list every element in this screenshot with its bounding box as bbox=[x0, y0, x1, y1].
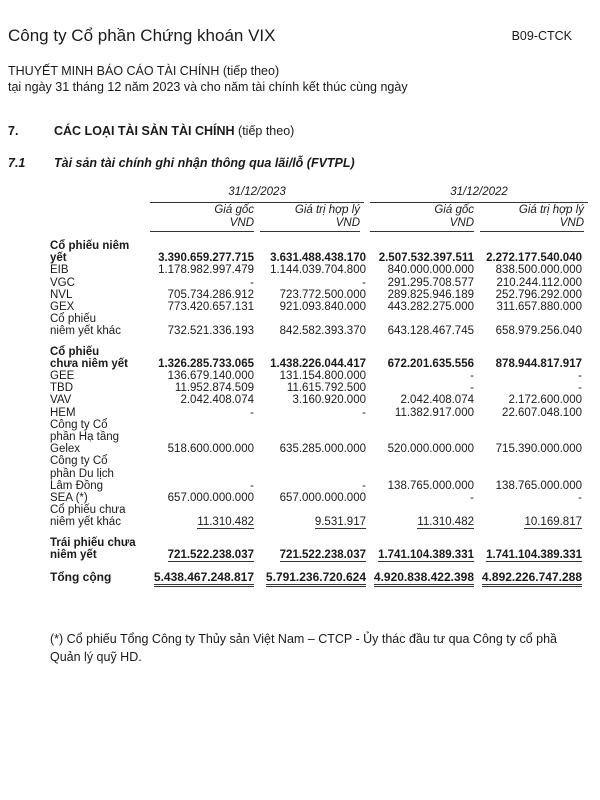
section-heading bbox=[8, 124, 294, 138]
cell-value bbox=[150, 277, 258, 289]
row-label: niêm yết khác bbox=[50, 325, 121, 338]
subsection-heading bbox=[8, 156, 355, 170]
cell-value bbox=[150, 455, 258, 467]
cell-value bbox=[258, 431, 370, 443]
cell-value bbox=[370, 561, 478, 569]
cell-text: 1.326.285.733.065 bbox=[158, 357, 254, 370]
cell-value bbox=[150, 504, 258, 516]
row-label: Cổ phiếu niêm bbox=[50, 240, 130, 252]
cell-value bbox=[150, 346, 258, 358]
cell-text: 289.825.946.189 bbox=[387, 288, 474, 301]
cell-value bbox=[150, 492, 258, 504]
row-label: Gelex bbox=[50, 443, 81, 456]
cell-text: 11.382.917.000 bbox=[394, 406, 474, 419]
row-label bbox=[50, 338, 150, 346]
row-label: Trái phiếu chưa bbox=[50, 536, 136, 549]
cell-value bbox=[370, 529, 478, 537]
cell-value bbox=[150, 382, 258, 394]
row-label: EIB bbox=[50, 264, 69, 277]
cell-text: 657.000.000.000 bbox=[279, 492, 366, 505]
cell-text: - bbox=[362, 406, 366, 419]
table-row bbox=[50, 549, 590, 561]
cell-text: - bbox=[578, 382, 582, 395]
cell-value bbox=[478, 419, 586, 431]
column-header bbox=[150, 204, 258, 232]
cell-value bbox=[478, 561, 586, 569]
cell-text: 840.000.000.000 bbox=[387, 264, 474, 277]
row-label: GEX bbox=[50, 301, 75, 314]
row-label: TBD bbox=[50, 382, 73, 395]
cell-text: 136.679.140.000 bbox=[167, 370, 254, 383]
cell-text: 1.438.226.044.417 bbox=[270, 357, 366, 370]
cell-value bbox=[370, 301, 478, 313]
column-header-unit: VND bbox=[260, 217, 360, 232]
subsection-number: 7.1 bbox=[8, 156, 26, 170]
cell-text: 11.310.482 bbox=[417, 516, 474, 529]
cell-value bbox=[150, 549, 258, 561]
table-row bbox=[50, 264, 590, 276]
cell-value bbox=[150, 407, 258, 419]
cell-value bbox=[478, 492, 586, 504]
table-row bbox=[50, 382, 590, 394]
row-label: phần Hạ tầng bbox=[50, 431, 120, 444]
cell-text: 2.172.600.000 bbox=[508, 394, 582, 407]
cell-text: 518.600.000.000 bbox=[167, 443, 254, 456]
row-label: NVL bbox=[50, 288, 73, 301]
cell-value bbox=[258, 240, 370, 252]
cell-value bbox=[478, 569, 586, 585]
table-row bbox=[50, 277, 590, 289]
cell-text: 3.160.920.000 bbox=[292, 394, 366, 407]
cell-value bbox=[370, 549, 478, 561]
cell-value bbox=[478, 277, 586, 289]
column-header-label: Giá trị hợp lý bbox=[294, 204, 360, 216]
cell-value bbox=[478, 455, 586, 467]
column-header bbox=[480, 204, 588, 232]
table-row bbox=[50, 301, 590, 313]
section-title-suffix: (tiếp theo) bbox=[234, 124, 295, 138]
cell-text: 878.944.817.917 bbox=[495, 357, 582, 370]
cell-value bbox=[258, 569, 370, 585]
cell-value bbox=[258, 504, 370, 516]
cell-text: 2.507.532.397.511 bbox=[378, 252, 474, 265]
column-header-unit: VND bbox=[370, 217, 474, 232]
footnote-line-1: (*) Cổ phiếu Tổng Công ty Thủy sản Việt Nam – CTCP - Ủy thác đầu tư qua Công ty cổ phầ bbox=[50, 632, 558, 646]
table-row bbox=[50, 252, 590, 264]
table-row bbox=[50, 480, 590, 492]
cell-text: 520.000.000.000 bbox=[387, 443, 474, 456]
cell-value bbox=[258, 549, 370, 561]
cell-text: 9.531.917 bbox=[314, 516, 366, 529]
row-label: HEM bbox=[50, 406, 76, 419]
cell-value bbox=[258, 455, 370, 467]
column-header-label: Giá gốc bbox=[434, 204, 474, 216]
cell-value bbox=[478, 313, 586, 325]
cell-text: 1.741.104.389.331 bbox=[486, 548, 582, 561]
cell-text: 5.791.236.720.624 bbox=[266, 570, 366, 587]
table-body bbox=[50, 240, 590, 585]
cell-value bbox=[150, 301, 258, 313]
cell-value bbox=[150, 325, 258, 337]
cell-value bbox=[370, 338, 478, 346]
cell-text: 2.042.408.074 bbox=[180, 394, 254, 407]
cell-text: 11.952.874.509 bbox=[174, 382, 254, 395]
table-row bbox=[50, 561, 590, 569]
table-row bbox=[50, 394, 590, 406]
table-row bbox=[50, 468, 590, 480]
cell-value bbox=[150, 480, 258, 492]
cell-value bbox=[150, 419, 258, 431]
cell-value bbox=[370, 407, 478, 419]
row-label bbox=[50, 529, 150, 537]
cell-text: 838.500.000.000 bbox=[495, 264, 582, 277]
report-title-main: THUYẾT MINH BÁO CÁO TÀI CHÍNH bbox=[8, 64, 220, 78]
table-row bbox=[50, 419, 590, 431]
table-row bbox=[50, 240, 590, 252]
cell-value bbox=[370, 569, 478, 585]
row-label: chưa niêm yết bbox=[50, 357, 128, 370]
cell-text: 131.154.800.000 bbox=[279, 370, 366, 383]
cell-value bbox=[258, 480, 370, 492]
table-row bbox=[50, 431, 590, 443]
table-row bbox=[50, 338, 590, 346]
cell-value bbox=[258, 358, 370, 370]
cell-value bbox=[370, 480, 478, 492]
cell-value bbox=[150, 264, 258, 276]
cell-value bbox=[258, 529, 370, 537]
cell-value bbox=[370, 537, 478, 549]
cell-text: - bbox=[578, 492, 582, 505]
cell-text: - bbox=[250, 276, 254, 289]
cell-value bbox=[370, 394, 478, 406]
cell-text: 210.244.112.000 bbox=[496, 276, 582, 289]
cell-value bbox=[258, 313, 370, 325]
cell-value bbox=[258, 301, 370, 313]
cell-value bbox=[478, 240, 586, 252]
cell-text: 773.420.657.131 bbox=[167, 301, 254, 314]
cell-text: 1.741.104.389.331 bbox=[378, 548, 474, 561]
cell-value bbox=[150, 370, 258, 382]
cell-text: 1.178.982.997.479 bbox=[158, 264, 254, 277]
row-label: Tổng cộng bbox=[50, 570, 112, 585]
report-period: tại ngày 31 tháng 12 năm 2023 và cho năm tài chính kết thúc cùng ngày bbox=[8, 80, 408, 94]
row-label: VGC bbox=[50, 276, 75, 289]
cell-text: 721.522.238.037 bbox=[167, 548, 254, 561]
cell-value bbox=[478, 264, 586, 276]
row-label: VAV bbox=[50, 394, 72, 407]
cell-value bbox=[150, 338, 258, 346]
table-row bbox=[50, 325, 590, 337]
cell-value bbox=[150, 529, 258, 537]
cell-value bbox=[370, 492, 478, 504]
cell-text: 3.631.488.438.170 bbox=[270, 252, 366, 265]
cell-text: 11.310.482 bbox=[197, 516, 254, 529]
report-title-suffix: (tiếp theo) bbox=[219, 64, 280, 78]
cell-text: - bbox=[250, 406, 254, 419]
cell-value bbox=[478, 504, 586, 516]
cell-value bbox=[370, 264, 478, 276]
cell-value bbox=[478, 407, 586, 419]
cell-text: - bbox=[362, 479, 366, 492]
row-label: yết bbox=[50, 252, 67, 265]
table-row bbox=[50, 443, 590, 455]
cell-value bbox=[478, 358, 586, 370]
cell-text: 643.128.467.745 bbox=[387, 325, 474, 338]
cell-value bbox=[370, 504, 478, 516]
cell-value bbox=[150, 394, 258, 406]
table-row bbox=[50, 370, 590, 382]
column-header-label: Giá gốc bbox=[214, 204, 254, 216]
row-label: Cổ phiếu chưa bbox=[50, 504, 126, 517]
column-header bbox=[370, 204, 478, 232]
cell-value bbox=[478, 325, 586, 337]
column-header-unit: VND bbox=[480, 217, 584, 232]
section-title: CÁC LOẠI TÀI SẢN TÀI CHÍNH bbox=[54, 124, 235, 138]
table-row bbox=[50, 455, 590, 467]
table-row bbox=[50, 492, 590, 504]
cell-value bbox=[370, 443, 478, 455]
cell-text: - bbox=[470, 492, 474, 505]
group-header-2023: 31/12/2023 bbox=[150, 180, 364, 203]
cell-value bbox=[258, 346, 370, 358]
cell-value bbox=[258, 492, 370, 504]
cell-value bbox=[370, 289, 478, 301]
cell-text: 4.920.838.422.398 bbox=[374, 570, 474, 587]
row-label: Lâm Đồng bbox=[50, 479, 104, 492]
cell-value bbox=[150, 561, 258, 569]
cell-value bbox=[258, 561, 370, 569]
cell-text: 842.582.393.370 bbox=[279, 325, 366, 338]
row-label: niêm yết khác bbox=[50, 516, 121, 529]
cell-value bbox=[258, 370, 370, 382]
row-label: phần Du lịch bbox=[50, 467, 114, 480]
cell-text: 658.979.256.040 bbox=[495, 325, 582, 338]
column-header bbox=[260, 204, 364, 232]
company-name: Công ty Cổ phần Chứng khoán VIX bbox=[8, 26, 276, 45]
row-label: GEE bbox=[50, 370, 75, 383]
cell-text: 2.272.177.540.040 bbox=[486, 252, 582, 265]
cell-value bbox=[478, 516, 586, 528]
cell-value bbox=[150, 431, 258, 443]
table-row bbox=[50, 529, 590, 537]
cell-value bbox=[478, 382, 586, 394]
cell-value bbox=[370, 516, 478, 528]
cell-value bbox=[258, 419, 370, 431]
cell-value bbox=[150, 240, 258, 252]
cell-text: 138.765.000.000 bbox=[495, 479, 582, 492]
cell-value bbox=[478, 394, 586, 406]
cell-value bbox=[150, 443, 258, 455]
cell-value bbox=[478, 289, 586, 301]
cell-text: - bbox=[470, 370, 474, 383]
cell-value bbox=[258, 382, 370, 394]
form-code: B09-CTCK bbox=[511, 29, 572, 43]
cell-value bbox=[258, 289, 370, 301]
cell-value bbox=[150, 358, 258, 370]
cell-text: 672.201.635.556 bbox=[387, 357, 474, 370]
cell-value bbox=[478, 346, 586, 358]
cell-text: - bbox=[250, 479, 254, 492]
table-row bbox=[50, 537, 590, 549]
cell-value bbox=[258, 468, 370, 480]
cell-value bbox=[478, 431, 586, 443]
cell-text: 705.734.286.912 bbox=[167, 288, 254, 301]
cell-value bbox=[258, 338, 370, 346]
cell-value bbox=[370, 252, 478, 264]
cell-value bbox=[150, 252, 258, 264]
cell-value bbox=[150, 468, 258, 480]
cell-text: - bbox=[362, 276, 366, 289]
cell-text: 311.657.880.000 bbox=[496, 301, 582, 314]
cell-value bbox=[370, 431, 478, 443]
subsection-title: Tài sản tài chính ghi nhận thông qua lãi/lỗ (FVTPL) bbox=[54, 156, 355, 170]
column-header-label: Giá trị hợp lý bbox=[518, 204, 584, 216]
cell-value bbox=[478, 338, 586, 346]
cell-value bbox=[258, 516, 370, 528]
cell-value bbox=[370, 346, 478, 358]
cell-value bbox=[370, 419, 478, 431]
cell-value bbox=[370, 277, 478, 289]
table-row bbox=[50, 289, 590, 301]
cell-text: 721.522.238.037 bbox=[279, 548, 366, 561]
cell-value bbox=[370, 358, 478, 370]
cell-value bbox=[478, 529, 586, 537]
group-header-2022: 31/12/2022 bbox=[370, 180, 588, 203]
cell-value bbox=[150, 537, 258, 549]
cell-text: 635.285.000.000 bbox=[279, 443, 366, 456]
cell-value bbox=[478, 468, 586, 480]
cell-text: 443.282.275.000 bbox=[387, 301, 474, 314]
cell-value bbox=[370, 382, 478, 394]
cell-text: 252.796.292.000 bbox=[495, 288, 582, 301]
row-label: Cổ phiếu bbox=[50, 345, 100, 358]
cell-value bbox=[370, 370, 478, 382]
cell-value bbox=[258, 252, 370, 264]
cell-text: 11.615.792.500 bbox=[286, 382, 366, 395]
cell-value bbox=[370, 325, 478, 337]
cell-value bbox=[150, 313, 258, 325]
cell-value bbox=[258, 264, 370, 276]
cell-text: - bbox=[578, 370, 582, 383]
cell-text: 3.390.659.277.715 bbox=[158, 252, 254, 265]
cell-text: 291.295.708.577 bbox=[387, 276, 474, 289]
report-title bbox=[8, 64, 279, 78]
table-row bbox=[50, 504, 590, 516]
row-label bbox=[50, 561, 150, 569]
cell-text: 10.169.817 bbox=[524, 516, 582, 529]
cell-value bbox=[478, 443, 586, 455]
cell-value bbox=[258, 537, 370, 549]
cell-value bbox=[370, 468, 478, 480]
row-label: Cổ phiếu bbox=[50, 313, 97, 326]
cell-value bbox=[478, 549, 586, 561]
cell-value bbox=[258, 407, 370, 419]
cell-value bbox=[478, 370, 586, 382]
cell-text: 5.438.467.248.817 bbox=[154, 570, 254, 587]
cell-text: 138.765.000.000 bbox=[387, 479, 474, 492]
section-number: 7. bbox=[8, 124, 19, 138]
cell-value bbox=[150, 516, 258, 528]
cell-value bbox=[478, 537, 586, 549]
table-row bbox=[50, 407, 590, 419]
table-row bbox=[50, 313, 590, 325]
cell-text: 1.144.039.704.800 bbox=[270, 264, 366, 277]
cell-text: 657.000.000.000 bbox=[167, 492, 254, 505]
cell-value bbox=[150, 289, 258, 301]
row-label: Công ty Cổ bbox=[50, 418, 108, 431]
cell-text: - bbox=[470, 382, 474, 395]
cell-text: 2.042.408.074 bbox=[400, 394, 474, 407]
cell-value bbox=[258, 443, 370, 455]
footnote-line-2: Quản lý quỹ HD. bbox=[50, 650, 142, 664]
cell-value bbox=[258, 325, 370, 337]
cell-text: 723.772.500.000 bbox=[279, 288, 366, 301]
table-row bbox=[50, 569, 590, 585]
column-header-unit: VND bbox=[150, 217, 254, 232]
cell-value bbox=[370, 313, 478, 325]
cell-text: 22.607.048.100 bbox=[502, 406, 582, 419]
cell-text: 715.390.000.000 bbox=[495, 443, 582, 456]
cell-value bbox=[370, 240, 478, 252]
cell-text: 921.093.840.000 bbox=[279, 301, 366, 314]
cell-value bbox=[478, 480, 586, 492]
cell-value bbox=[150, 569, 258, 585]
cell-value bbox=[258, 277, 370, 289]
cell-value bbox=[478, 252, 586, 264]
cell-text: 732.521.336.193 bbox=[167, 325, 254, 338]
cell-value bbox=[258, 394, 370, 406]
row-label: Công ty Cổ bbox=[50, 455, 108, 468]
table-row bbox=[50, 516, 590, 528]
cell-value bbox=[370, 455, 478, 467]
cell-value bbox=[478, 301, 586, 313]
row-label: niêm yết bbox=[50, 548, 97, 561]
row-label: SEA (*) bbox=[50, 492, 88, 505]
table-row bbox=[50, 358, 590, 370]
table-row bbox=[50, 346, 590, 358]
cell-text: 4.892.226.747.288 bbox=[482, 570, 582, 587]
